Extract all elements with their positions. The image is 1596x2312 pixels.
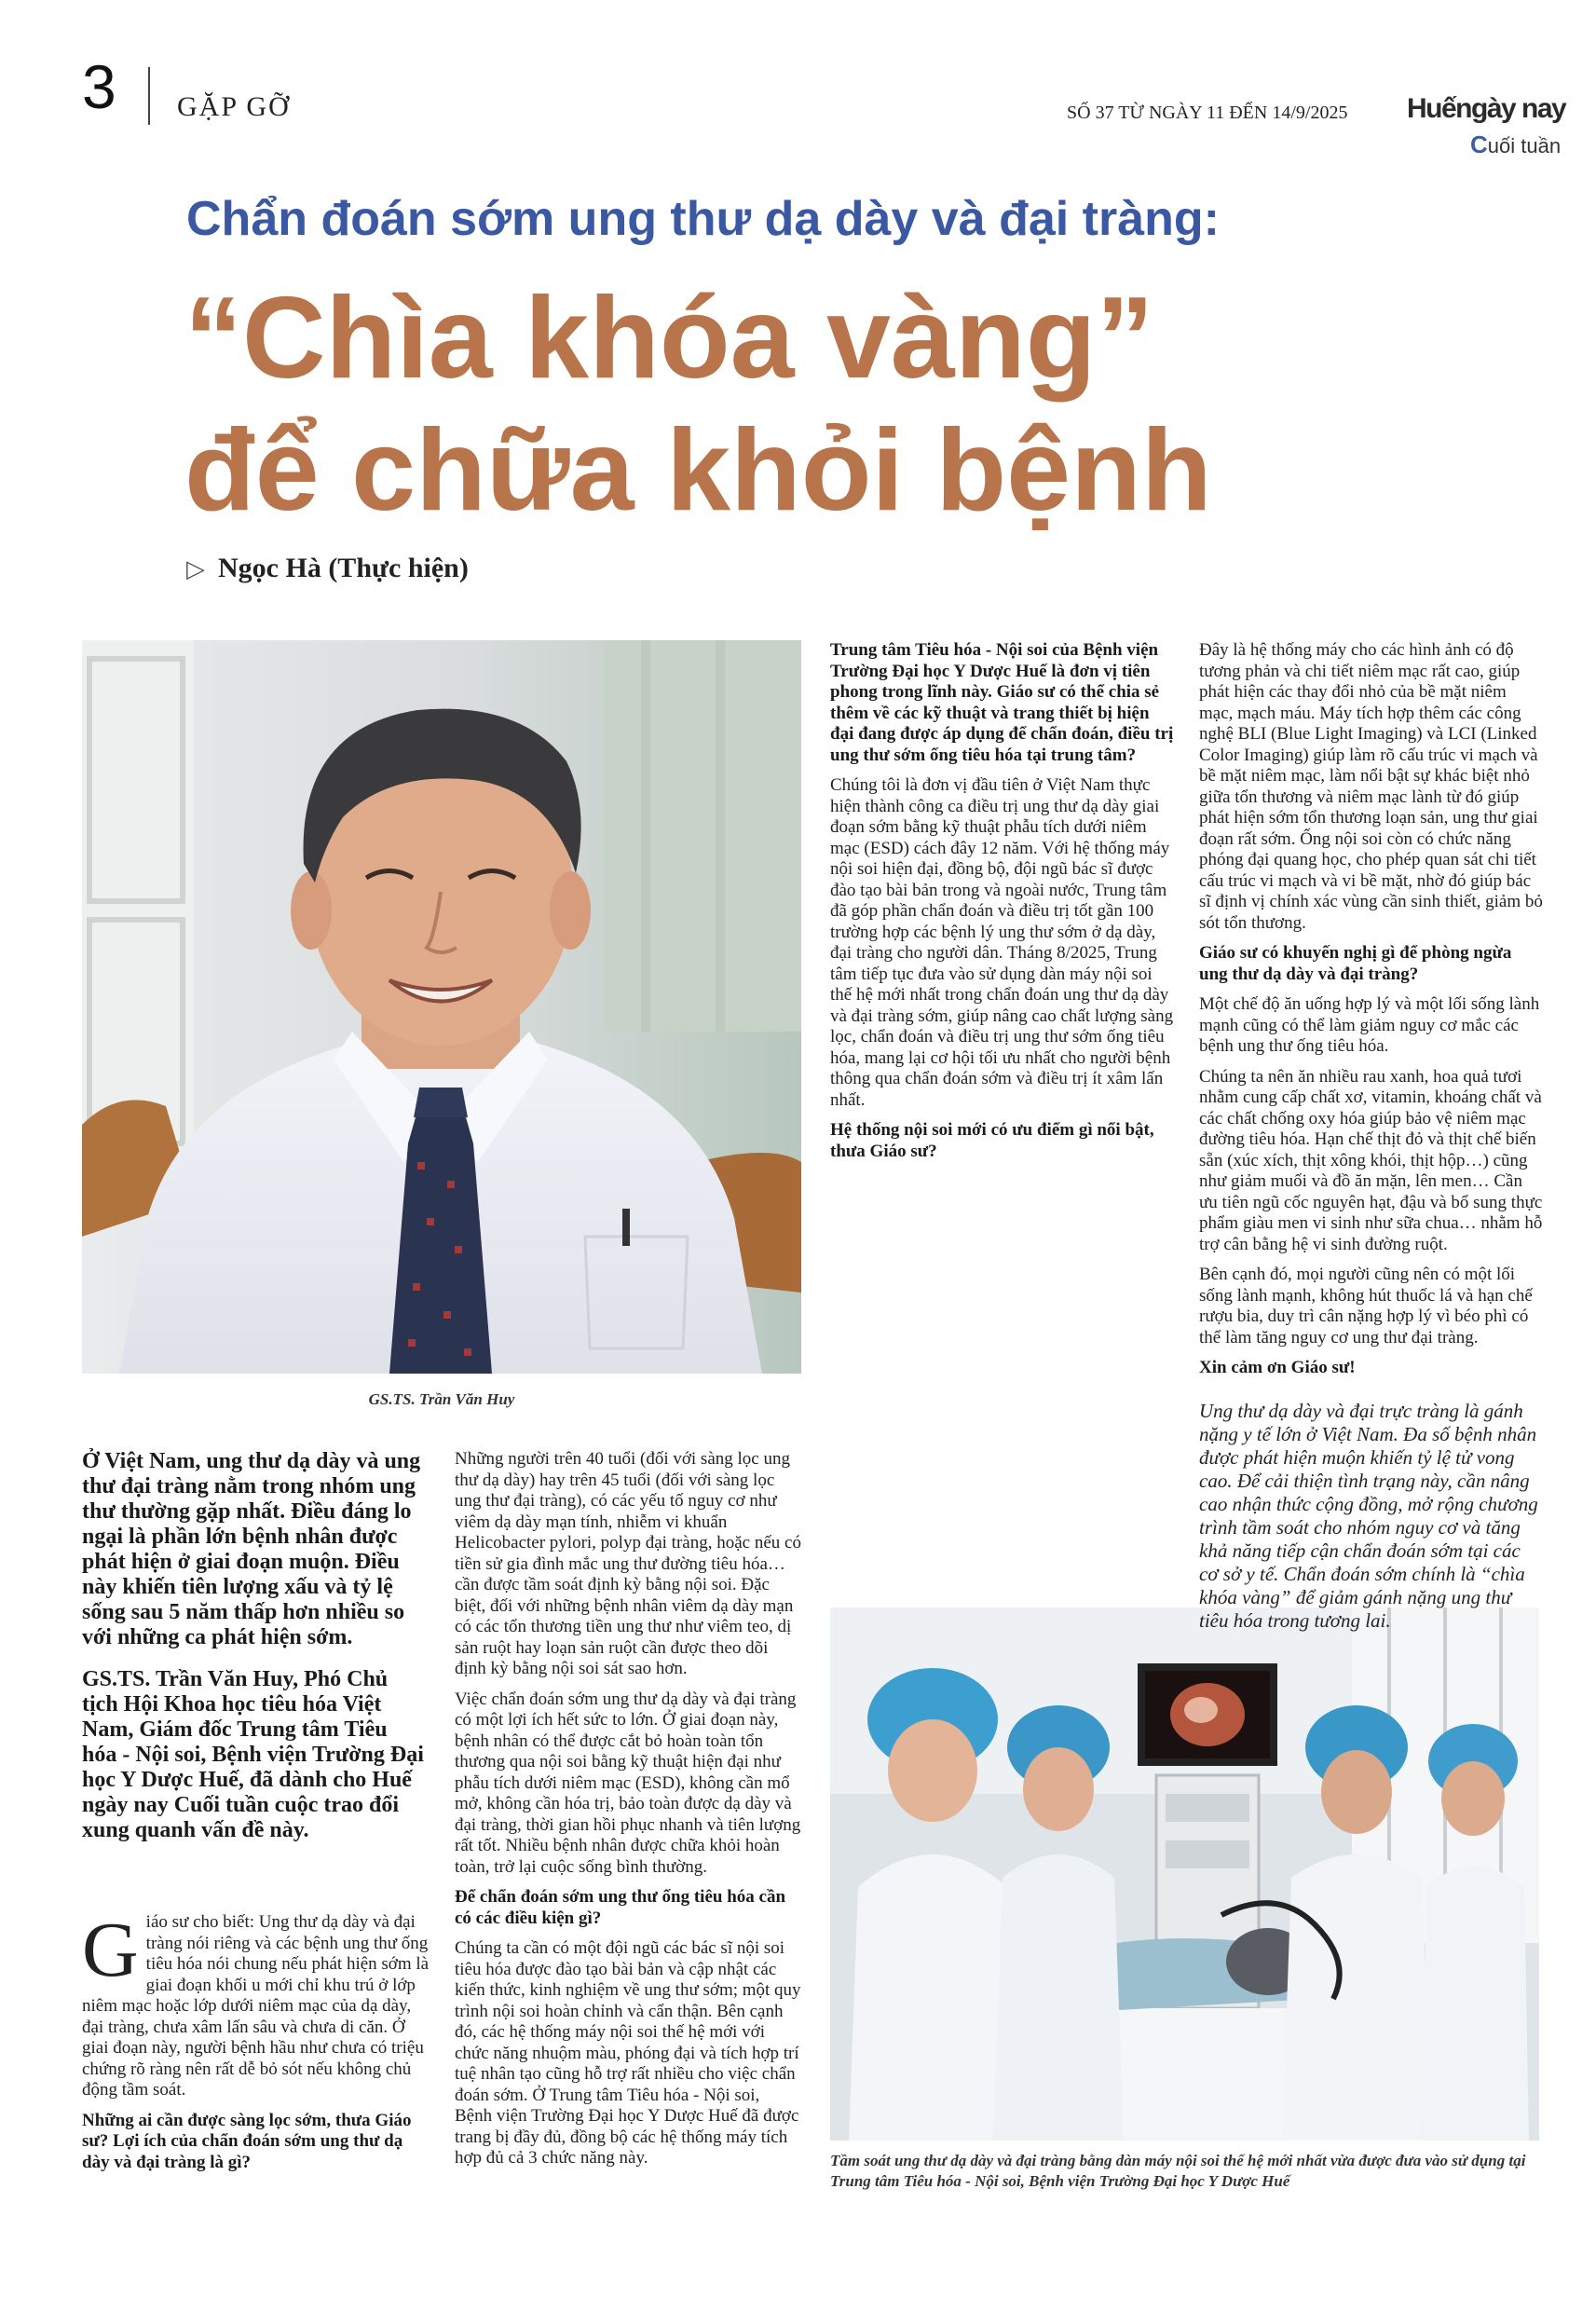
question-2: Để chẩn đoán sớm ung thư ống tiêu hóa cần có các điều kiện gì? [455,1887,786,1928]
endoscopy-photo [830,1607,1539,2141]
question-3: Trung tâm Tiêu hóa - Nội soi của Bệnh viện Trường Đại học Y Dược Huế là đơn vị tiên phong trong lĩnh này. Giáo sư có thể chia sẻ thêm về các kỹ thuật và trang thiết bị hiện đại đang được áp dụng để chẩn đoán, điều trị ung thư sớm ống tiêu hóa tại trung tâm? [830,640,1174,765]
header-divider [148,67,150,125]
portrait-caption: GS.TS. Trần Văn Huy [368,1390,515,1408]
logo-sub-initial: C [1470,130,1488,158]
byline [186,553,469,584]
answer-5-paragraph-3: Bên cạnh đó, mọi người cũng nên có một lối sống lành mạnh, không hút thuốc lá và hạn chế rượu bia, duy trì cân nặng hợp lý vì béo phì có thể làm tăng nguy cơ ung thư đại tràng. [1199,1265,1533,1348]
lead-paragraph-1: Ở Việt Nam, ung thư dạ dày và ung thư đại tràng nằm trong nhóm ung thư thường gặp nhất. Điều đáng lo ngại là phần lớn bệnh nhân được phát hiện ở giai đoạn muộn. Điều này khiến tiên lượng xấu và tỷ lệ sống sau 5 năm thấp hơn nhiều so với những ca phát hiện sớm. [82,1449,421,1649]
byline-text: Ngọc Hà (Thực hiện) [218,553,469,583]
answer-5-paragraph-2: Chúng ta nên ăn nhiều rau xanh, hoa quả tươi nhằm cung cấp chất xơ, vitamin, khoáng chất và các chất chống oxy hóa giúp bảo vệ niêm mạc đường tiêu hóa. Hạn chế thịt đỏ và thịt chế biến sẵn (xúc xích, thịt xông khói, thịt hộp…) cũng như giảm muối và đồ ăn mặn, lên men… Cần ưu tiên ngũ cốc nguyên hạt, đậu và bổ sung thực phẩm giàu men vi sinh như sữa chua… nhằm hỗ trợ cân bằng hệ vi sinh đường ruột. [1199,1066,1543,1254]
headline-line-1: “Chìa khóa vàng” [184,274,1154,403]
question-1: Những ai cần được sàng lọc sớm, thưa Giáo sư? Lợi ích của chẩn đoán sớm ung thư dạ dày và đại tràng là gì? [82,2110,412,2172]
issue-info: SỐ 37 TỪ NGÀY 11 ĐẾN 14/9/2025 [1067,103,1348,123]
answer-4-paragraph-1: Đây là hệ thống máy cho các hình ảnh có độ tương phản và chi tiết niêm mạc rất cao, giúp phát hiện các thay đổi nhỏ của bề mặt niêm mạc, mạch máu. Máy tích hợp thêm các công nghệ BLI (Blue Light Imaging) và LCI (Linked Color Imaging) giúp làm rõ cấu trúc vi mạch và bề mặt niêm mạc, làm nổi bật sự khác biệt nhỏ giữa tổn thương và niêm mạc lành từ đó giúp phát hiện sớm tổn thương loạn sản, ung thư giai đoạn rất sớm. Ống nội soi còn có chức năng phóng đại quang học, cho phép quan sát chi tiết cấu trúc vi mạch và vi bề mặt, nhờ đó giúp bác sĩ định vị chính xác vùng cần sinh thiết, giảm bỏ sót tổn thương. [1199,640,1543,933]
endoscopy-caption: Tầm soát ung thư dạ dày và đại tràng bằng dàn máy nội soi thế hệ mới nhất vừa được đưa vào sử dụng tại Trung tâm Tiêu hóa - Nội soi, Bệnh viện Trường Đại học Y Dược Huế [830,2152,1526,2190]
body-column-2 [455,1449,801,2179]
portrait-illustration [82,640,801,1374]
endoscopy-illustration [830,1607,1539,2141]
section-label: GẶP GỠ [177,91,291,122]
publication-logo-sub [1470,130,1561,159]
body-paragraph-1: iáo sư cho biết: Ung thư dạ dày và đại tràng nói riêng và các bệnh ung thư ống tiêu hóa nói chung nếu phát hiện sớm là giai đoạn khối u mới chỉ khu trú ở lớp niêm mạc hoặc lớp dưới niêm mạc của dạ dày, đại tràng, chưa xâm lấn sâu và chưa di căn. Ở giai đoạn này, người bệnh hầu như chưa có triệu chứng rõ ràng nên rất dễ bỏ sót nếu không chủ động tầm soát. [82,1912,430,2100]
answer-1-paragraph-1: Những người trên 40 tuổi (đối với sàng lọc ung thư dạ dày) hay trên 45 tuổi (đối với sàng lọc ung thư đại tràng), có các yếu tố nguy cơ như viêm dạ dày mạn tính, nhiễm vi khuẩn Helicobacter pylori, polyp đại tràng, hoặc nếu có tiền sử gia đình mắc ung thư đường tiêu hóa… cần được tầm soát định kỳ bằng nội soi. Đặc biệt, đối với những bệnh nhân viêm dạ dày mạn có các tổn thương tiền ung thư như viêm teo, dị sản ruột hay loạn sản ruột cần được theo dõi định kỳ bằng nội soi sát sao hơn. [455,1449,801,1678]
lead-paragraph-2: GS.TS. Trần Văn Huy, Phó Chủ tịch Hội Khoa học tiêu hóa Việt Nam, Giám đốc Trung tâm Tiêu hóa - Nội soi, Bệnh viện Trường Đại học Y Dược Huế, đã dành cho Huế ngày nay Cuối tuần cuộc trao đổi xung quanh vấn đề này. [82,1667,424,1842]
drop-cap: G [82,1907,139,1993]
thanks-line: Xin cảm ơn Giáo sư! [1199,1358,1356,1377]
answer-3-paragraph-1: Chúng tôi là đơn vị đầu tiên ở Việt Nam thực hiện thành công ca điều trị ung thư dạ dày giai đoạn sớm bằng kỹ thuật phẫu tích dưới niêm mạc (ESD) cách đây 12 năm. Với hệ thống máy nội soi hiện đại, đồng bộ, đội ngũ bác sĩ được đào tạo bài bản trong và ngoài nước, Trung tâm đã góp phần chẩn đoán và điều trị tốt gần 100 trường hợp các bệnh lý ung thư sớm ở dạ dày, đại tràng cho người dân. Tháng 8/2025, Trung tâm tiếp tục đưa vào sử dụng dàn máy nội soi thế hệ mới nhất trong chẩn đoán ung thư dạ dày và đại tràng sớm, giúp nâng cao chất lượng sàng lọc, chẩn đoán và điều trị ung thư sớm ống tiêu hóa, mang lại cơ hội tối ưu nhất cho người bệnh thông qua chẩn đoán sớm và điều trị ít xâm lấn nhất. [830,775,1174,1110]
portrait-photo [82,640,801,1374]
question-5: Giáo sư có khuyến nghị gì để phòng ngừa ung thư dạ dày và đại tràng? [1199,943,1512,984]
headline-line-2: để chữa khỏi bệnh [184,406,1212,535]
answer-2-paragraph-1: Chúng ta cần có một đội ngũ các bác sĩ nội soi tiêu hóa được đào tạo bài bản và cập nhật các kiến thức, kinh nghiệm về ung thư sớm; một quy trình nội soi hoàn chỉnh và cẩn thận. Bên cạnh đó, các hệ thống máy nội soi thế hệ mới với chức năng nhuộm màu, phóng đại và tích hợp trí tuệ nhân tạo cũng hỗ trợ rất nhiều cho việc chẩn đoán sớm. Ở Trung tâm Tiêu hóa - Nội soi, Bệnh viện Trường Đại học Y Dược Huế đã được trang bị đầy đủ, đồng bộ các hệ thống máy tích hợp đủ cả 3 chức năng này. [455,1938,801,2168]
answer-1-paragraph-2: Việc chẩn đoán sớm ung thư dạ dày và đại tràng có một lợi ích hết sức to lớn. Ở giai đoạn này, bệnh nhân có thể được cắt bỏ hoàn toàn tổn thương qua nội soi bằng kỹ thuật hiện đại như phẫu tích dưới niêm mạc (ESD), không cần mổ mở, không cần hóa trị, bảo toàn được dạ dày và đại tràng, thời gian hồi phục nhanh và tiên lượng rất tốt. Nhiều bệnh nhân được chữa khỏi hoàn toàn, trở lại cuộc sống bình thường. [455,1689,801,1877]
publication-logo: Huếngày nay [1407,93,1566,124]
logo-sub-rest: uối tuần [1487,134,1562,157]
body-column-1 [82,1907,431,2182]
answer-5-paragraph-1: Một chế độ ăn uống hợp lý và một lối sống lành mạnh cũng có thể làm giảm nguy cơ mắc các bệnh ung thư ống tiêu hóa. [1199,994,1540,1056]
question-4: Hệ thống nội soi mới có ưu điểm gì nổi bật, thưa Giáo sư? [830,1120,1154,1161]
article-subtitle: Chẩn đoán sớm ung thư dạ dày và đại tràng: [186,192,1220,246]
body-column-4 [1199,640,1544,1642]
closing-paragraph: Ung thư dạ dày và đại trực tràng là gánh nặng y tế lớn ở Việt Nam. Đa số bệnh nhân được phát hiện muộn khiến tỷ lệ tử vong cao. Để cải thiện tình trạng này, cần nâng cao nhận thức cộng đồng, mở rộng chương trình tầm soát cho nhóm nguy cơ và tăng khả năng tiếp cận chẩn đoán sớm tại các cơ sở y tế. Chẩn đoán sớm chính là “chìa khóa vàng” để giảm gánh nặng ung thư tiêu hóa trong tương lai. [1199,1399,1538,1632]
body-column-3 [830,640,1175,1171]
page-number: 3 [82,52,116,121]
byline-triangle-icon: ▷ [186,555,205,582]
lead-block [82,1449,427,1860]
article-headline [184,272,1212,537]
